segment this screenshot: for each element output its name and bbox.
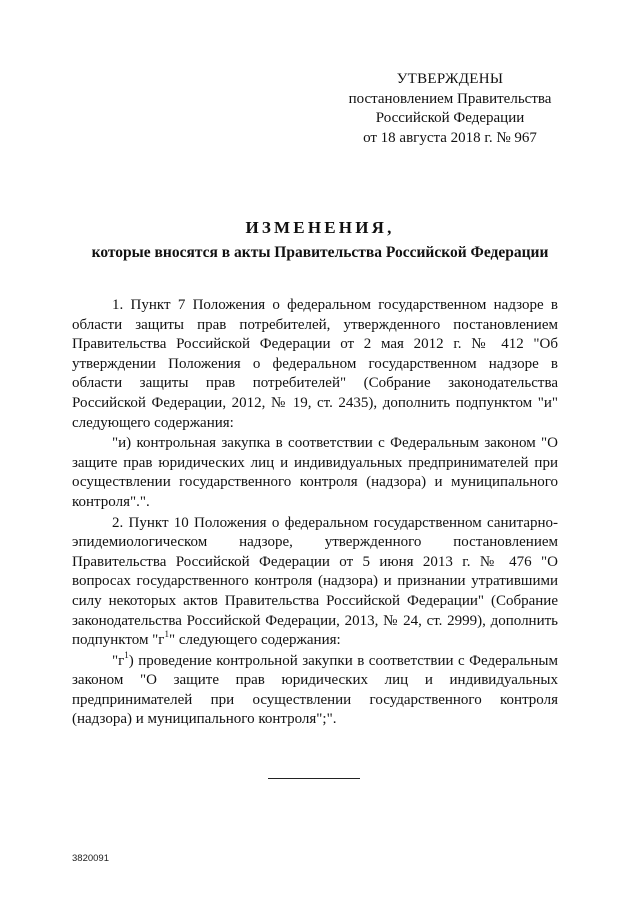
document-title: [60, 217, 580, 263]
approval-by: постановлением Правительства: [348, 90, 552, 107]
document-body: [72, 296, 558, 730]
approval-title: УТВЕРЖДЕНЫ: [396, 71, 504, 87]
title-heading: ИЗМЕНЕНИЯ,: [245, 218, 395, 237]
title-subheading: которые вносятся в акты Правительства Российской Федерации: [91, 244, 549, 261]
item-2-quote: [72, 649, 558, 730]
item-1-text: 1. Пункт 7 Положения о федеральном государственном надзоре в области защиты прав потребителей, утвержденного постановлением Правительства Российской Федерации от 2 мая 2012 г. № 412 "Об утверждении Положения о федеральном государственном надзоре в области защиты прав потребителей" (Собрание законодательства Российской Федерации, 2012, № 19, ст. 2435), дополнить подпунктом "и" следующего содержания:: [72, 297, 558, 431]
approval-stamp: [330, 70, 570, 148]
item-2-quote-sup: 1: [124, 649, 129, 660]
item-2-text: [72, 514, 558, 651]
item-2-quote-b: ) проведение контрольной закупки в соответствии с Федеральным законом "О защите прав юридических лиц и индивидуальных предпринимателей при осуществлении государственного контроля (надзора) и муниципального контроля";".: [72, 652, 558, 728]
item-1-quote: "и) контрольная закупка в соответствии с Федеральным законом "О защите прав юридических лиц и индивидуальных предпринимателей при осуществлении государственного контроля (надзора) и муниципального контроля".".: [72, 435, 558, 510]
approval-date-number: от 18 августа 2018 г. № 967: [363, 129, 537, 146]
document-number: 3820091: [72, 853, 109, 864]
item-2-sup: 1: [164, 629, 169, 640]
item-2-text-a: 2. Пункт 10 Положения о федеральном государственном санитарно-эпидемиологическом надзоре, утвержденного постановлением Правительства Российской Федерации от 5 июня 2013 г. № 476 "О вопросах государственного контроля (надзора) и признании утратившими силу некоторых актов Правительства Российской Федерации" (Собрание законодательства Российской Федерации, 2013, № 24, ст. 2999), дополнить подпунктом "г: [72, 514, 558, 649]
item-2-quote-a: "г: [112, 652, 125, 669]
item-2-text-b: " следующего содержания:: [168, 632, 341, 649]
approval-authority: Российской Федерации: [375, 110, 525, 126]
end-divider: [268, 778, 360, 779]
